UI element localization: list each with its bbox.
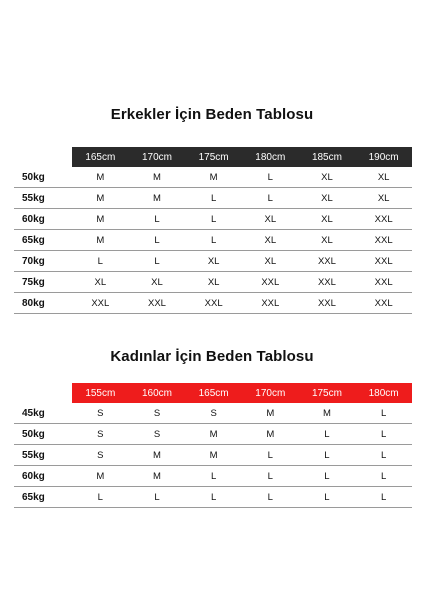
women-header-corner [14, 383, 72, 403]
size-cell: XL [377, 192, 390, 204]
table-row [14, 167, 412, 188]
men-height-165: 165cm [72, 147, 129, 167]
men-size-table [14, 147, 412, 314]
table-row [14, 424, 412, 445]
table-row [14, 487, 412, 508]
size-cell: M [96, 470, 105, 482]
size-cell: M [266, 407, 275, 419]
men-height-170: 170cm [129, 147, 186, 167]
size-cell: XXL [148, 297, 166, 309]
men-weight-label: 75kg [22, 276, 45, 288]
size-cell: L [210, 234, 217, 246]
size-cell: M [153, 171, 161, 183]
size-cell: L [380, 428, 387, 440]
size-cell: M [96, 213, 105, 225]
men-height-header [14, 147, 412, 167]
women-size-chart-title: Kadınlar İçin Beden Tablosu [110, 348, 314, 365]
size-cell: L [267, 171, 273, 183]
table-row [14, 209, 412, 230]
men-header-corner [14, 147, 72, 167]
size-cell: XL [321, 213, 333, 225]
size-cell: M [96, 171, 105, 183]
size-cell: XL [377, 171, 390, 183]
size-cell: S [153, 407, 161, 419]
size-cell: M [322, 407, 331, 419]
size-cell: XL [151, 276, 163, 288]
size-cell: XXL [261, 297, 280, 309]
men-height-175: 175cm [185, 147, 242, 167]
women-weight-label: 65kg [22, 491, 45, 503]
size-cell: XL [207, 276, 220, 288]
size-cell: XXL [317, 255, 336, 267]
size-cell: XXL [374, 255, 393, 267]
men-weight-label: 70kg [22, 255, 45, 267]
men-height-190: 190cm [355, 147, 412, 167]
size-cell: M [153, 470, 161, 482]
women-weight-label: 45kg [22, 407, 45, 419]
size-cell: L [97, 491, 103, 503]
size-cell: M [153, 192, 161, 204]
women-weight-label: 50kg [22, 428, 45, 440]
size-cell: XXL [374, 213, 393, 225]
size-cell: XXL [374, 234, 393, 246]
size-cell: XXL [317, 297, 336, 309]
size-cell: XL [321, 192, 333, 204]
size-cell: L [324, 491, 330, 503]
size-cell: L [267, 449, 273, 461]
men-weight-label: 80kg [22, 297, 45, 309]
table-row [14, 403, 412, 424]
size-cell: XL [264, 213, 277, 225]
size-cell: XXL [204, 297, 223, 309]
size-cell: XL [264, 234, 277, 246]
size-cell: L [267, 491, 273, 503]
size-cell: XL [94, 276, 107, 288]
size-cell: M [96, 234, 105, 246]
men-weight-label: 60kg [22, 213, 45, 225]
women-height-160: 160cm [129, 383, 186, 403]
size-cell: L [97, 255, 103, 267]
size-cell: L [154, 234, 160, 246]
table-row [14, 445, 412, 466]
size-cell: XL [321, 234, 333, 246]
table-row [14, 230, 412, 251]
size-cell: XXL [374, 276, 393, 288]
size-cell: S [97, 449, 104, 461]
size-cell: S [210, 407, 217, 419]
size-cell: M [153, 449, 161, 461]
men-size-chart-title: Erkekler İçin Beden Tablosu [110, 106, 314, 123]
table-row [14, 251, 412, 272]
size-cell: S [97, 407, 104, 419]
size-cell: L [154, 491, 160, 503]
men-height-180: 180cm [242, 147, 299, 167]
women-height-header [14, 383, 412, 403]
size-cell: L [324, 449, 330, 461]
size-cell: XXL [91, 297, 110, 309]
table-row [14, 466, 412, 487]
size-cell: XL [207, 255, 220, 267]
women-size-table [14, 383, 412, 508]
size-cell: L [210, 213, 217, 225]
table-row [14, 188, 412, 209]
size-cell: L [380, 449, 387, 461]
size-cell: S [97, 428, 104, 440]
women-height-175: 175cm [299, 383, 356, 403]
size-cell: M [209, 428, 218, 440]
women-height-180: 180cm [355, 383, 412, 403]
size-cell: L [267, 192, 273, 204]
women-height-165: 165cm [185, 383, 242, 403]
size-cell: L [154, 213, 160, 225]
size-cell: L [210, 470, 217, 482]
women-height-170: 170cm [242, 383, 299, 403]
size-cell: L [324, 428, 330, 440]
size-cell: M [96, 192, 105, 204]
men-weight-label: 50kg [22, 171, 45, 183]
women-weight-label: 60kg [22, 470, 45, 482]
size-cell: M [209, 449, 218, 461]
size-cell: L [380, 491, 387, 503]
table-row [14, 272, 412, 293]
size-cell: L [154, 255, 160, 267]
men-weight-label: 65kg [22, 234, 45, 246]
size-cell: L [380, 407, 387, 419]
women-height-155: 155cm [72, 383, 129, 403]
size-cell: XXL [317, 276, 336, 288]
size-cell: L [210, 491, 217, 503]
size-cell: XL [321, 171, 333, 183]
size-cell: XXL [374, 297, 393, 309]
size-cell: M [266, 428, 275, 440]
size-cell: XXL [261, 276, 280, 288]
size-cell: L [210, 192, 217, 204]
size-cell: L [267, 470, 273, 482]
table-row [14, 293, 412, 314]
size-cell: L [380, 470, 387, 482]
size-cell: XL [264, 255, 277, 267]
men-weight-label: 55kg [22, 192, 45, 204]
size-cell: L [324, 470, 330, 482]
size-cell: S [153, 428, 161, 440]
size-cell: M [209, 171, 218, 183]
women-weight-label: 55kg [22, 449, 45, 461]
men-height-185: 185cm [299, 147, 356, 167]
